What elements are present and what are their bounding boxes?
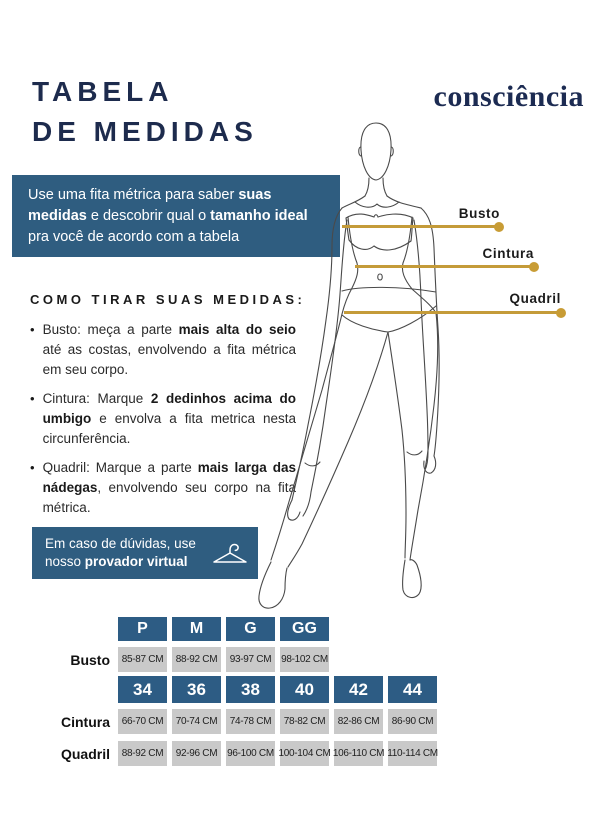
- measure-value-cell: 100-104 CM: [280, 741, 329, 766]
- list-item-cintura: [30, 389, 296, 449]
- table-row-label-busto: Busto: [70, 652, 110, 668]
- hanger-icon: [212, 540, 248, 567]
- measure-value-cell: 92-96 CM: [172, 741, 221, 766]
- intro-box: Use uma fita métrica para saber suas medidas e descobrir qual o tamanho ideal pra você de acordo com a tabela: [12, 175, 340, 257]
- measure-value-cell: 85-87 CM: [118, 647, 167, 672]
- how-to-heading: COMO TIRAR SUAS MEDIDAS:: [30, 292, 306, 307]
- measure-value-cell: 78-82 CM: [280, 709, 329, 734]
- table-row-bust-values: [118, 647, 329, 672]
- intro-bold-tamanho: tamanho ideal: [210, 208, 308, 224]
- table-row-letter-sizes: [118, 617, 329, 641]
- measure-value-cell: 98-102 CM: [280, 647, 329, 672]
- table-row-hip-values: [118, 741, 437, 766]
- measure-value-cell: 88-92 CM: [172, 647, 221, 672]
- table-row-number-sizes: [118, 676, 437, 703]
- callout-label-quadril: Quadril: [509, 291, 561, 306]
- measure-value-cell: 86-90 CM: [388, 709, 437, 734]
- size-header-cell: 42: [334, 676, 383, 703]
- size-header-cell: 40: [280, 676, 329, 703]
- bullet-text-busto: Busto: meça a parte mais alta do seio até as costas, envolvendo a fita métrica em seu corpo.: [42, 322, 296, 377]
- how-to-list: [30, 320, 296, 527]
- virtual-fitting-room-banner[interactable]: [32, 527, 258, 579]
- table-row-label-cintura: Cintura: [61, 714, 110, 730]
- table-row-waist-values: [118, 709, 437, 734]
- bullet-text-quadril: Quadril: Marque a parte mais larga das nádegas, envolvendo seu corpo na fita métrica.: [42, 460, 296, 515]
- table-row-label-quadril: Quadril: [60, 746, 110, 762]
- size-header-cell: G: [226, 617, 275, 641]
- measure-value-cell: 66-70 CM: [118, 709, 167, 734]
- size-header-cell: 36: [172, 676, 221, 703]
- size-header-cell: 34: [118, 676, 167, 703]
- size-header-cell: P: [118, 617, 167, 641]
- page-title-line1: TABELA: [32, 76, 174, 107]
- measure-value-cell: 93-97 CM: [226, 647, 275, 672]
- measure-value-cell: 74-78 CM: [226, 709, 275, 734]
- bullet-icon: •: [30, 460, 35, 475]
- list-item-busto: [30, 320, 296, 380]
- brand-logo: consciência: [433, 80, 584, 113]
- list-item-quadril: [30, 458, 296, 518]
- measure-value-cell: 96-100 CM: [226, 741, 275, 766]
- callout-line-cintura: [355, 265, 535, 268]
- callout-label-busto: Busto: [458, 206, 500, 221]
- bullet-icon: •: [30, 391, 35, 406]
- measure-value-cell: 106-110 CM: [334, 741, 383, 766]
- callout-line-busto: [342, 225, 500, 228]
- size-header-cell: M: [172, 617, 221, 641]
- help-box-text: Em caso de dúvidas, use nosso provador virtual: [45, 536, 196, 569]
- callout-label-cintura: Cintura: [482, 246, 534, 261]
- measure-value-cell: 110-114 CM: [388, 741, 437, 766]
- measure-value-cell: 88-92 CM: [118, 741, 167, 766]
- callout-dot-quadril: [556, 308, 566, 318]
- callout-line-quadril: [344, 311, 562, 314]
- page-title-line2: DE MEDIDAS: [32, 116, 258, 147]
- page-title: [32, 72, 258, 152]
- size-header-cell: GG: [280, 617, 329, 641]
- size-header-cell: 44: [388, 676, 437, 703]
- bullet-text-cintura: Cintura: Marque 2 dedinhos acima do umbigo e envolva a fita metrica nesta circunferência.: [42, 391, 297, 446]
- bullet-icon: •: [30, 322, 35, 337]
- intro-bold-medidas: suas medidas: [28, 187, 272, 224]
- measure-value-cell: 82-86 CM: [334, 709, 383, 734]
- size-header-cell: 38: [226, 676, 275, 703]
- callout-dot-busto: [494, 222, 504, 232]
- callout-dot-cintura: [529, 262, 539, 272]
- measure-value-cell: 70-74 CM: [172, 709, 221, 734]
- intro-text: Use uma fita métrica para saber: [28, 187, 239, 203]
